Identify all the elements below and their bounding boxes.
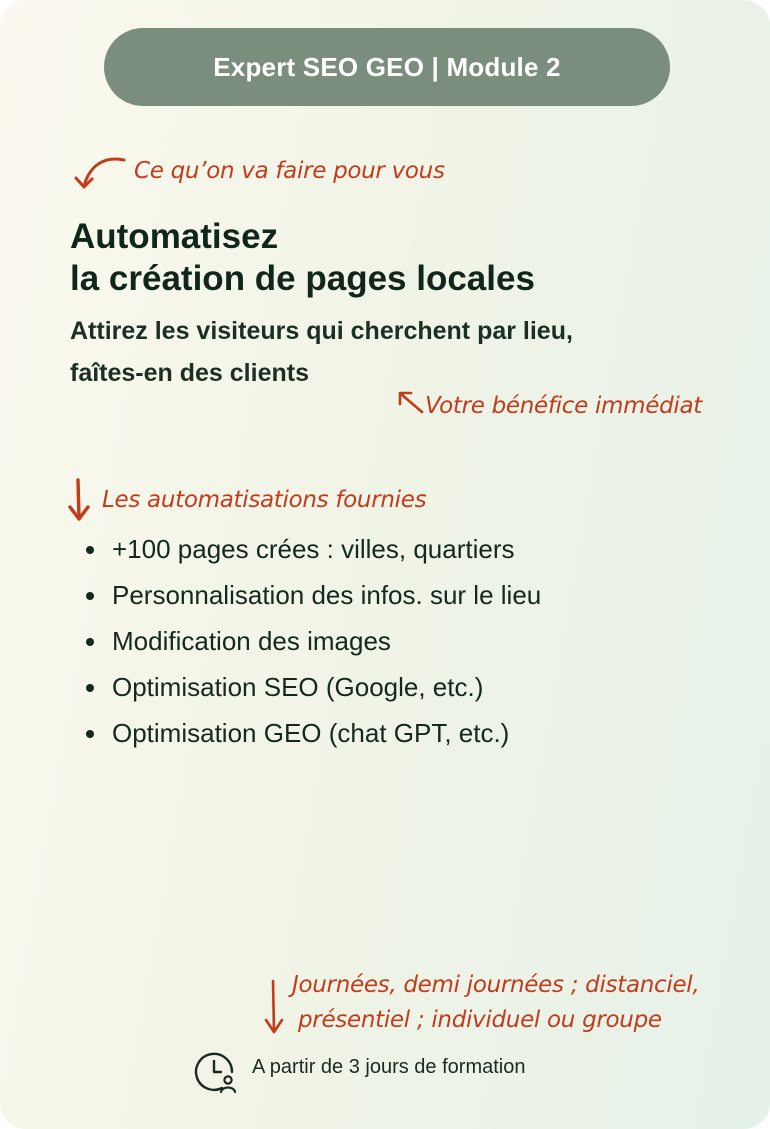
- list-item: +100 pages crées : villes, quartiers: [84, 526, 541, 572]
- list-item: Optimisation SEO (Google, etc.): [84, 664, 541, 710]
- down-arrow-thin-icon: [262, 978, 286, 1036]
- down-arrow-icon: [66, 476, 92, 524]
- list-item: Personnalisation des infos. sur le lieu: [84, 572, 541, 618]
- list-item: Modification des images: [84, 618, 541, 664]
- subtitle-line-2: faîtes-en des clients: [70, 359, 309, 387]
- curved-arrow-icon: [70, 154, 130, 196]
- annotation-benefit: Votre bénéfice immédiat: [425, 393, 703, 419]
- title-line-1: Automatisez: [70, 217, 279, 256]
- title-line-2: la création de pages locales: [70, 259, 535, 298]
- module-badge: [104, 28, 670, 106]
- module-badge-label: Expert SEO GEO | Module 2: [213, 51, 561, 82]
- schedule-line-2: présentiel ; individuel ou groupe: [298, 1007, 662, 1033]
- annotation-automations: Les automatisations fournies: [102, 487, 427, 513]
- up-left-arrow-icon: [396, 390, 426, 416]
- clock-person-icon: [192, 1048, 238, 1094]
- list-item: Optimisation GEO (chat GPT, etc.): [84, 710, 541, 756]
- annotation-schedule: [292, 968, 699, 1038]
- duration-text: A partir de 3 jours de formation: [252, 1056, 526, 1078]
- page-title: [70, 216, 535, 300]
- subtitle: [70, 310, 710, 394]
- schedule-line-1: Journées, demi journées ; distanciel,: [292, 972, 700, 998]
- automations-list: [84, 526, 541, 756]
- subtitle-line-1: Attirez les visiteurs qui cherchent par lieu,: [70, 317, 573, 345]
- annotation-what-we-do: Ce qu’on va faire pour vous: [134, 158, 445, 184]
